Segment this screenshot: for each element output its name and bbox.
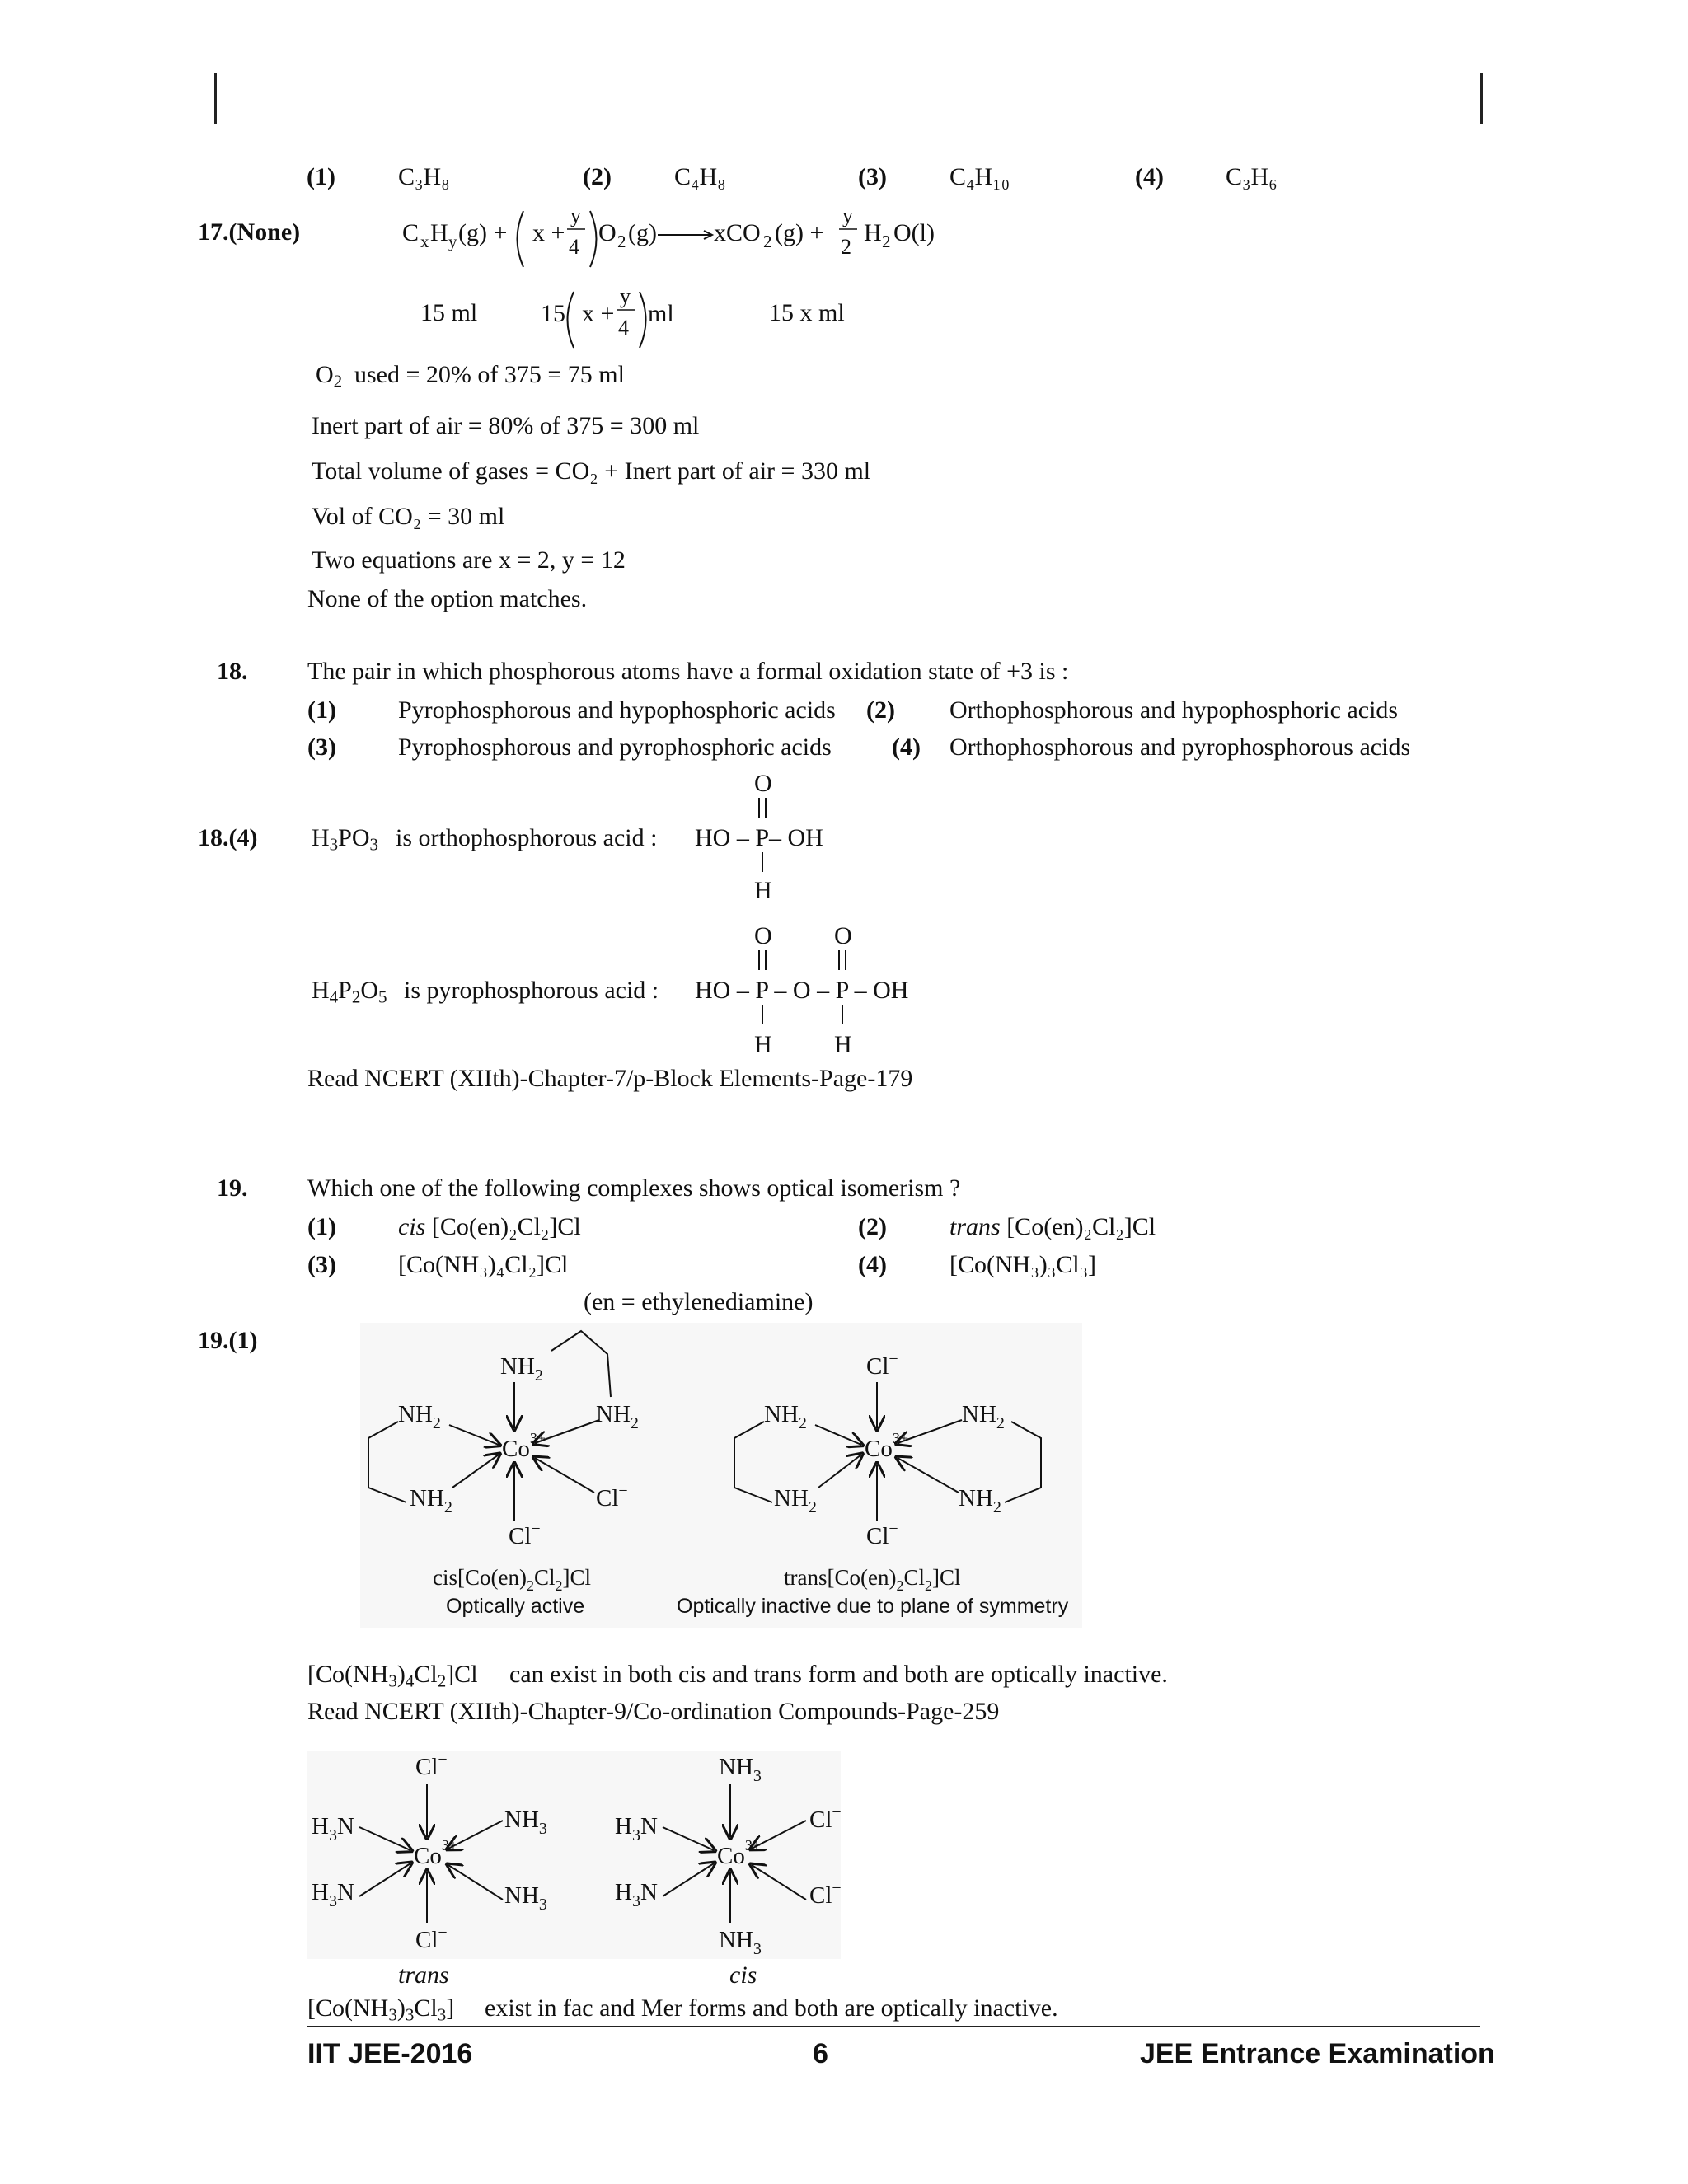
- footer-left: IIT JEE-2016: [307, 2038, 473, 2069]
- option-text: trans [Co(en)₂Cl₂]Cl: [950, 1213, 1156, 1240]
- svg-text:4: 4: [569, 235, 579, 259]
- cis-trans-nh3-structures: [307, 1751, 841, 1959]
- svg-text:H: H: [754, 1031, 772, 1058]
- pyrophosphorous-structure: [688, 919, 952, 1063]
- solution-line: exist in fac and Mer forms and both are optically inactive.: [485, 1994, 1058, 2022]
- question-text: Which one of the following complexes shows optical isomerism ?: [307, 1174, 961, 1202]
- solution-line: is pyrophosphorous acid :: [404, 977, 659, 1004]
- svg-text:H3N: $H_3N$: [615, 1879, 658, 1910]
- question-number: 19.: [217, 1174, 248, 1202]
- option-number: (3): [307, 733, 336, 761]
- svg-text:C: C: [402, 219, 420, 246]
- combustion-equation: [387, 198, 981, 354]
- svg-text:4: 4: [618, 316, 629, 340]
- solution-line: Inert part of air = 80% of 375 = 300 ml: [312, 412, 700, 439]
- option-text: C₃H₈: [398, 163, 450, 190]
- right-margin-bar: [1480, 73, 1483, 124]
- option-number: (3): [307, 1251, 336, 1278]
- solution-line: Vol of CO₂ = 30 ml: [312, 503, 505, 530]
- formula-co-nh3-4: $[Co(NH_3)_4Cl_2]Cl$: [307, 1661, 478, 1691]
- page-number: 6: [813, 2038, 828, 2069]
- option-number: (2): [858, 1213, 887, 1240]
- svg-text:(g) +: (g) +: [458, 219, 508, 246]
- svg-text:2: 2: [763, 232, 772, 251]
- option-text: Orthophosphorous and hypophosphoric acids: [950, 696, 1399, 724]
- isomer-label: cis: [729, 1961, 757, 1989]
- svg-text:y: y: [620, 284, 631, 308]
- reference-text: Read NCERT (XIIth)-Chapter-7/p-Block Elements-Page-179: [307, 1065, 913, 1092]
- option-number: (2): [866, 696, 895, 724]
- svg-text:x: x: [420, 232, 429, 251]
- svg-text:O: O: [598, 219, 617, 246]
- nh3-complex-figure: [307, 1751, 841, 1959]
- solution-label: 19.(1): [198, 1327, 258, 1354]
- svg-text:2: 2: [617, 232, 626, 251]
- svg-text:2: 2: [841, 235, 851, 259]
- formula-h3po3: $H_3PO_3$: [312, 824, 379, 855]
- svg-text:Co3+: $Co^{3+}$: [414, 1837, 457, 1869]
- option-text: Pyrophosphorous and pyrophosphoric acids: [398, 733, 832, 761]
- svg-text:H3N: $H_3N$: [312, 1879, 354, 1910]
- svg-text:(g): (g): [628, 219, 657, 246]
- svg-text:trans[Co(en)2Cl2]Cl: $trans[Co(en)_2Cl_2]Cl$: [784, 1565, 961, 1594]
- en-complex-figure: [360, 1323, 1082, 1628]
- formula-co-nh3-3: $[Co(NH_3)_3Cl_3]$: [307, 1994, 455, 2025]
- footer-rule: [307, 2026, 1480, 2027]
- solution-label: 18.(4): [198, 824, 258, 851]
- volume-hydrocarbon: 15 ml: [420, 299, 478, 326]
- svg-text:x +: x +: [582, 300, 615, 327]
- svg-text:O: O: [754, 770, 772, 797]
- svg-text:xCO: xCO: [714, 219, 761, 246]
- solution-line: Two equations are x = 2, y = 12: [312, 546, 626, 574]
- svg-text:Cl−: Cl−: [809, 1879, 841, 1909]
- svg-text:NH2: $NH_2$: [596, 1401, 639, 1432]
- svg-text:Cl−: Cl−: [596, 1482, 628, 1511]
- cis-trans-en-structures: [360, 1323, 1082, 1628]
- option-number: (2): [583, 163, 612, 190]
- o2-symbol: $O_2$: [316, 361, 343, 391]
- option-text: C₄H₁₀: [950, 163, 1010, 190]
- svg-text:y: y: [842, 204, 853, 227]
- svg-text:HO – P – O – P – OH: HO – P – O – P – OH: [695, 977, 909, 1004]
- svg-text:H3N: $H_3N$: [312, 1813, 354, 1844]
- svg-text:Co3+: $Co^{3+}$: [865, 1430, 908, 1462]
- solution-line: can exist in both cis and trans form and both are optically inactive.: [509, 1661, 1168, 1688]
- svg-text:cis[Co(en)2Cl2]Cl: $cis[Co(en)_2Cl_2]Cl$: [433, 1565, 591, 1594]
- option-text: C₃H₆: [1226, 163, 1278, 190]
- svg-text:Cl−: Cl−: [415, 1924, 448, 1953]
- solution-line: is orthophosphorous acid :: [396, 824, 658, 851]
- option-text: [Co(NH₃)₄Cl₂]Cl: [398, 1251, 569, 1278]
- svg-text:Cl−: Cl−: [415, 1751, 448, 1780]
- svg-text:y: y: [448, 232, 457, 251]
- option-text: [Co(NH₃)₃Cl₃]: [950, 1251, 1097, 1278]
- svg-text:H: H: [430, 219, 448, 246]
- option-number: (1): [307, 696, 336, 724]
- svg-text:y: y: [570, 204, 581, 227]
- svg-text:O: O: [834, 922, 852, 949]
- isomer-label: trans: [398, 1961, 449, 1989]
- svg-text:Cl−: Cl−: [866, 1350, 898, 1380]
- svg-text:NH2: $NH_2$: [500, 1353, 543, 1385]
- svg-text:O: O: [754, 922, 772, 949]
- svg-text:2: 2: [882, 232, 891, 251]
- figure-caption: Optically inactive due to plane of symmetry: [677, 1595, 1069, 1618]
- volume-co2: 15 x ml: [769, 299, 845, 326]
- svg-text:Co3+: $Co^{3+}$: [502, 1430, 546, 1462]
- option-text: C₄H₈: [674, 163, 726, 190]
- option-number: (1): [307, 1213, 336, 1240]
- svg-text:NH2: $NH_2$: [959, 1485, 1001, 1516]
- solution-line: Total volume of gases = CO₂ + Inert part of air = 330 ml: [312, 457, 871, 485]
- option-number: (3): [858, 163, 887, 190]
- svg-text:H: H: [834, 1031, 852, 1058]
- svg-text:NH3: $NH_3$: [504, 1882, 547, 1914]
- svg-text:NH2: $NH_2$: [764, 1401, 807, 1432]
- option-text: Pyrophosphorous and hypophosphoric acids: [398, 696, 836, 724]
- option-number: (4): [892, 733, 921, 761]
- svg-text:O(l): O(l): [893, 219, 935, 246]
- svg-text:Cl−: Cl−: [509, 1520, 541, 1549]
- svg-text:15: 15: [541, 300, 565, 327]
- figure-caption: Optically active: [446, 1595, 585, 1618]
- svg-text:NH3: $NH_3$: [719, 1927, 762, 1958]
- svg-text:Cl−: Cl−: [809, 1803, 841, 1833]
- svg-text:Cl−: Cl−: [866, 1520, 898, 1549]
- svg-text:(g) +: (g) +: [775, 219, 824, 246]
- left-margin-bar: [214, 73, 217, 124]
- orthophosphorous-structure: [688, 766, 853, 907]
- option-number: (4): [858, 1251, 887, 1278]
- ligand-note: (en = ethylenediamine): [584, 1288, 814, 1315]
- solution-line: used = 20% of 375 = 75 ml: [354, 361, 625, 388]
- option-text: cis [Co(en)₂Cl₂]Cl: [398, 1213, 581, 1240]
- svg-text:NH2: $NH_2$: [410, 1485, 452, 1516]
- svg-text:Co3+: $Co^{3+}$: [717, 1837, 761, 1869]
- solution-line: None of the option matches.: [307, 585, 588, 612]
- reference-text: Read NCERT (XIIth)-Chapter-9/Co-ordination Compounds-Page-259: [307, 1698, 1000, 1725]
- option-number: (4): [1135, 163, 1164, 190]
- question-number: 18.: [217, 658, 248, 685]
- svg-text:NH2: $NH_2$: [962, 1401, 1005, 1432]
- svg-text:x +: x +: [532, 219, 565, 246]
- svg-text:H: H: [754, 877, 772, 904]
- svg-text:NH3: $NH_3$: [504, 1807, 547, 1838]
- formula-h4p2o5: $H_4P_2O_5$: [312, 977, 387, 1007]
- svg-text:HO – P– OH: HO – P– OH: [695, 824, 823, 851]
- svg-text:H: H: [864, 219, 882, 246]
- footer-right: JEE Entrance Examination: [1140, 2038, 1495, 2069]
- svg-text:NH2: $NH_2$: [398, 1401, 441, 1432]
- option-number: (1): [307, 163, 335, 190]
- solution-label: 17.(None): [198, 218, 301, 246]
- option-text: Orthophosphorous and pyrophosphorous acids: [950, 733, 1411, 761]
- svg-text:ml: ml: [648, 300, 674, 327]
- question-text: The pair in which phosphorous atoms have a formal oxidation state of +3 is :: [307, 658, 1069, 685]
- svg-text:NH3: $NH_3$: [719, 1754, 762, 1785]
- svg-text:NH2: $NH_2$: [774, 1485, 817, 1516]
- svg-text:H3N: $H_3N$: [615, 1813, 658, 1844]
